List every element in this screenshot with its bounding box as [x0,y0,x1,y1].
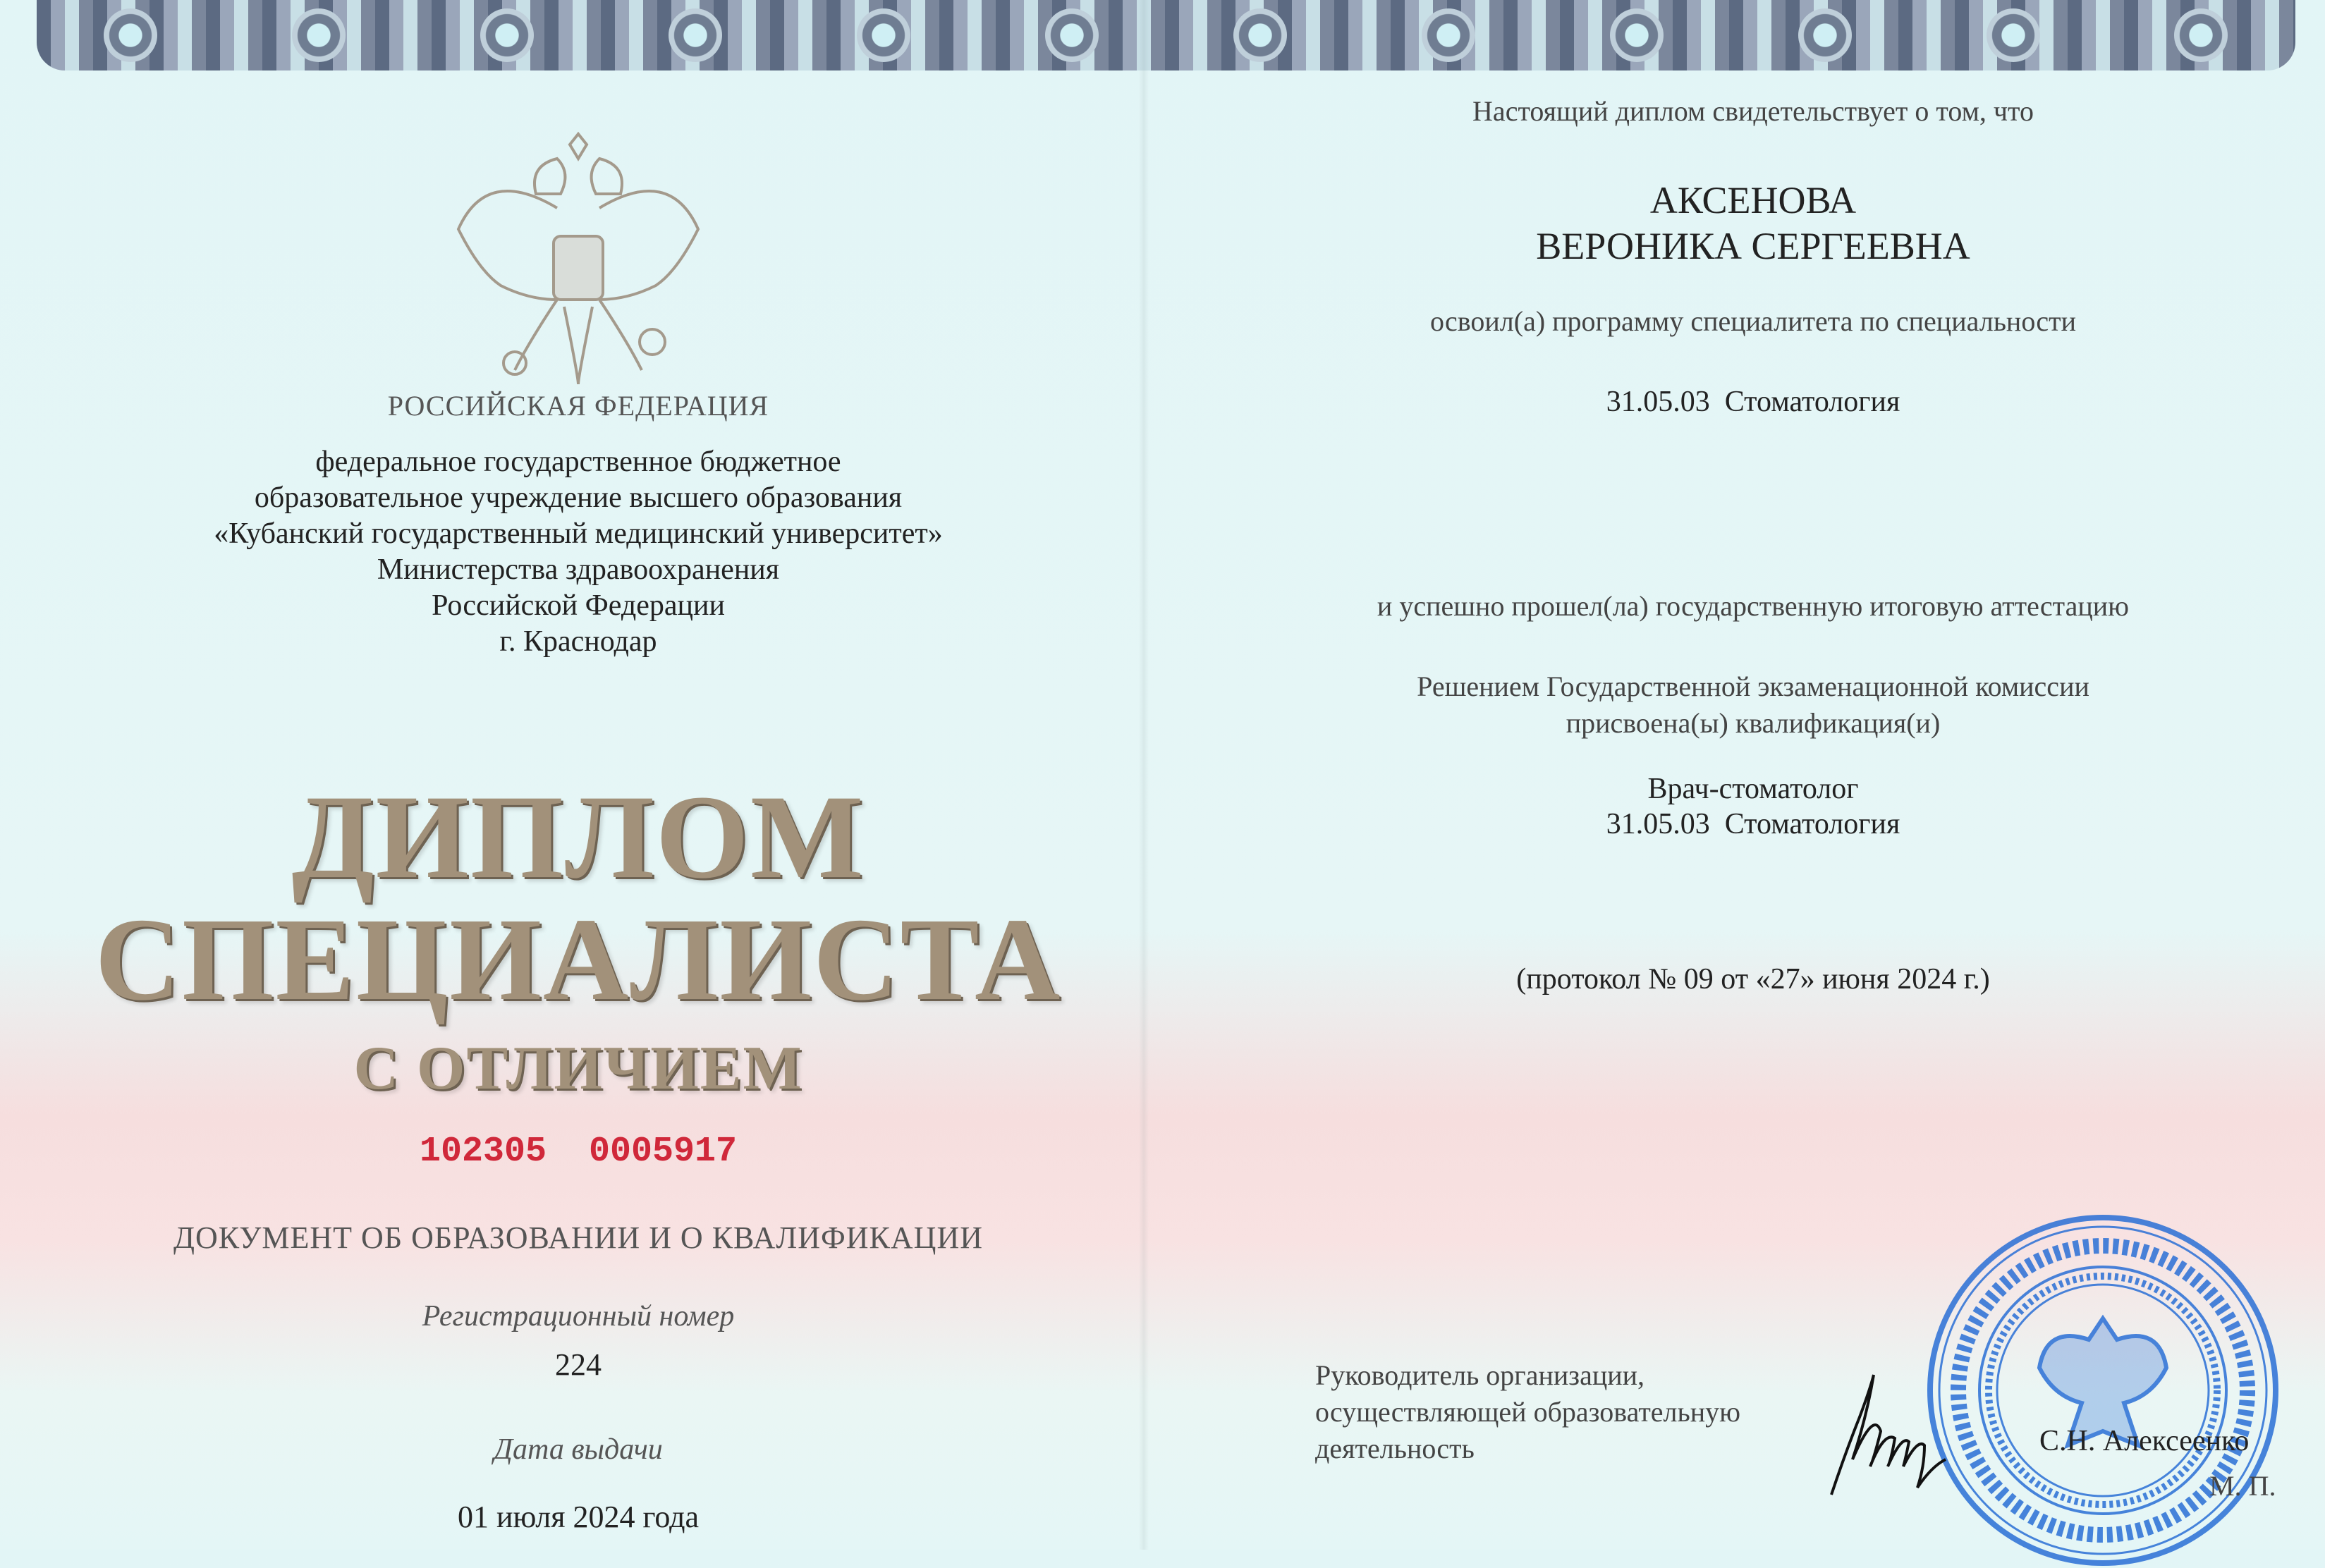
decorative-border-band [37,0,2295,71]
head-label-line: осуществляющей образовательную [1315,1396,1741,1428]
attestation-text: и успешно прошел(ла) государственную итоговую аттестацию [1377,590,2130,622]
rosette-ornament [292,8,346,62]
issue-date-label: Дата выдачи [494,1433,663,1466]
page-fold [1139,0,1149,1550]
diploma-subtitle: СПЕЦИАЛИСТА [94,894,1062,1025]
rosette-ornament [1233,8,1287,62]
rosette-ornament [1422,8,1475,62]
honors-label: С ОТЛИЧИЕМ [353,1034,803,1103]
head-label-line: Руководитель организации, [1315,1359,1645,1391]
organization-block [214,444,942,660]
program-text: освоил(а) программу специалитета по специальности [1430,305,2076,337]
qualification-specialty: 31.05.03 Стоматология [1606,808,1900,840]
rosette-ornament [1798,8,1852,62]
rosette-ornament [1610,8,1664,62]
organization-line: Российской Федерации [432,589,725,622]
registration-number: 224 [555,1347,602,1382]
signature [1824,1368,1994,1502]
organization-line: федеральное государственное бюджетное [315,446,841,478]
head-label-line: деятельность [1315,1433,1475,1464]
rosette-ornament [1987,8,2040,62]
rosette-ornament [669,8,722,62]
organization-line: Министерства здравоохранения [377,553,780,586]
head-of-organization-label [1315,1357,1740,1467]
registration-label: Регистрационный номер [422,1300,735,1333]
rosette-ornament [2174,8,2228,62]
organization-line: г. Краснодар [499,625,657,658]
issue-date: 01 июля 2024 года [457,1500,700,1534]
organization-line: образовательное учреждение высшего образования [254,482,903,514]
signatory-name: С.Н. Алексеенко [2039,1425,2250,1457]
seal-place-label: М. П. [2209,1470,2276,1502]
commission-text-line1: Решением Государственной экзаменационной комиссии [1417,670,2089,702]
rosette-ornament [480,8,534,62]
document-type: ДОКУМЕНТ ОБ ОБРАЗОВАНИИ И О КВАЛИФИКАЦИИ [173,1220,984,1255]
qualification: Врач-стоматолог [1647,773,1859,805]
rosette-ornament [1045,8,1099,62]
rosette-ornament [104,8,157,62]
organization-line: «Кубанский государственный медицинский университет» [214,517,943,550]
graduate-surname: АКСЕНОВА [1649,179,1857,221]
protocol-info: (протокол № 09 от «27» июня 2024 г.) [1516,963,1990,996]
country-name: РОССИЙСКАЯ ФЕДЕРАЦИЯ [387,390,769,422]
specialty: 31.05.03 Стоматология [1606,386,1900,418]
commission-text-line2: присвоена(ы) квалификация(и) [1566,707,1941,739]
diploma-title: ДИПЛОМ [291,771,865,903]
rosette-ornament [857,8,910,62]
serial-number: 102305 0005917 [419,1132,738,1172]
graduate-given-names: ВЕРОНИКА СЕРГЕЕВНА [1536,225,1970,267]
coat-of-arms-eagle-icon [451,130,705,388]
intro-text: Настоящий диплом свидетельствует о том, что [1472,95,2034,127]
